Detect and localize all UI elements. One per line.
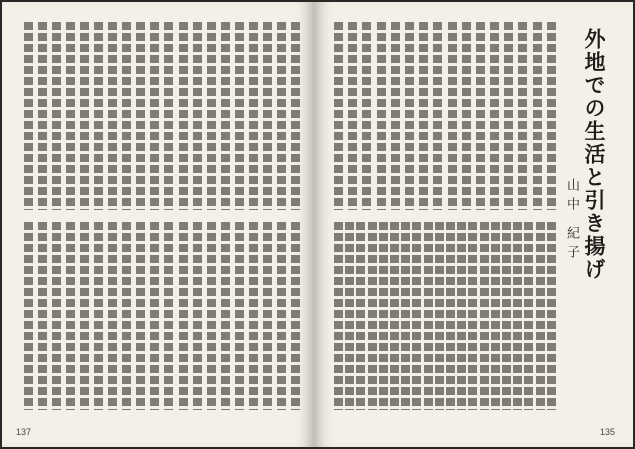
- text-tier-upper: [24, 22, 300, 210]
- right-page: [314, 2, 633, 447]
- text-column: [504, 22, 513, 210]
- text-column: [446, 222, 455, 410]
- text-column: [221, 22, 230, 210]
- text-column: [193, 222, 202, 410]
- text-column: [221, 222, 230, 410]
- text-column: [502, 222, 511, 410]
- text-column: [457, 222, 466, 410]
- text-column: [518, 22, 527, 210]
- text-column: [38, 22, 47, 210]
- text-column: [513, 222, 522, 410]
- text-column: [24, 222, 33, 410]
- text-column: [179, 22, 188, 210]
- text-column: [390, 222, 399, 410]
- text-column: [377, 22, 386, 210]
- text-column: [291, 222, 300, 410]
- text-column: [108, 222, 117, 410]
- body-text-left: [24, 22, 300, 410]
- text-column: [379, 222, 388, 410]
- chapter-heading: [555, 28, 611, 368]
- text-column: [136, 222, 145, 410]
- text-column: [368, 222, 377, 410]
- text-column: [207, 222, 216, 410]
- text-column: [80, 222, 89, 410]
- text-column: [462, 22, 471, 210]
- text-column: [468, 222, 477, 410]
- text-column: [24, 22, 33, 210]
- text-column: [263, 222, 272, 410]
- text-column: [80, 22, 89, 210]
- text-column: [491, 222, 500, 410]
- text-tier-lower: [334, 222, 556, 410]
- text-column: [533, 22, 542, 210]
- text-column: [164, 22, 173, 210]
- page-number: 137: [16, 427, 32, 437]
- text-column: [391, 22, 400, 210]
- text-column: [108, 22, 117, 210]
- text-column: [348, 22, 357, 210]
- text-column: [419, 22, 428, 210]
- text-column: [122, 22, 131, 210]
- text-column: [448, 22, 457, 210]
- text-column: [524, 222, 533, 410]
- text-column: [480, 222, 489, 410]
- text-column: [334, 22, 343, 210]
- text-column: [193, 22, 202, 210]
- text-tier-upper: [334, 22, 556, 210]
- text-column: [150, 22, 159, 210]
- text-column: [66, 22, 75, 210]
- text-column: [263, 22, 272, 210]
- text-column: [38, 222, 47, 410]
- text-column: [66, 222, 75, 410]
- author-name: 山中 紀子: [564, 178, 579, 265]
- text-column: [94, 22, 103, 210]
- book-spread: [2, 2, 633, 447]
- text-column: [122, 222, 131, 410]
- left-page: [2, 2, 314, 447]
- text-column: [207, 22, 216, 210]
- text-column: [401, 222, 410, 410]
- text-column: [490, 22, 499, 210]
- text-column: [52, 222, 61, 410]
- page-number: 135: [599, 427, 615, 437]
- text-column: [412, 222, 421, 410]
- body-text-right: [334, 22, 556, 410]
- text-column: [179, 222, 188, 410]
- text-column: [94, 222, 103, 410]
- text-column: [433, 22, 442, 210]
- text-column: [362, 22, 371, 210]
- text-column: [277, 22, 286, 210]
- text-column: [334, 222, 343, 410]
- text-column: [235, 22, 244, 210]
- text-column: [277, 222, 286, 410]
- text-column: [291, 22, 300, 210]
- text-column: [52, 22, 61, 210]
- text-column: [476, 22, 485, 210]
- text-column: [235, 222, 244, 410]
- text-column: [405, 22, 414, 210]
- text-column: [249, 222, 258, 410]
- text-column: [136, 22, 145, 210]
- text-column: [150, 222, 159, 410]
- text-column: [356, 222, 365, 410]
- text-column: [424, 222, 433, 410]
- text-tier-lower: [24, 222, 300, 410]
- text-column: [435, 222, 444, 410]
- text-column: [249, 22, 258, 210]
- text-column: [164, 222, 173, 410]
- text-column: [536, 222, 545, 410]
- chapter-title: 外地での生活と引き揚げ: [582, 28, 607, 281]
- text-column: [345, 222, 354, 410]
